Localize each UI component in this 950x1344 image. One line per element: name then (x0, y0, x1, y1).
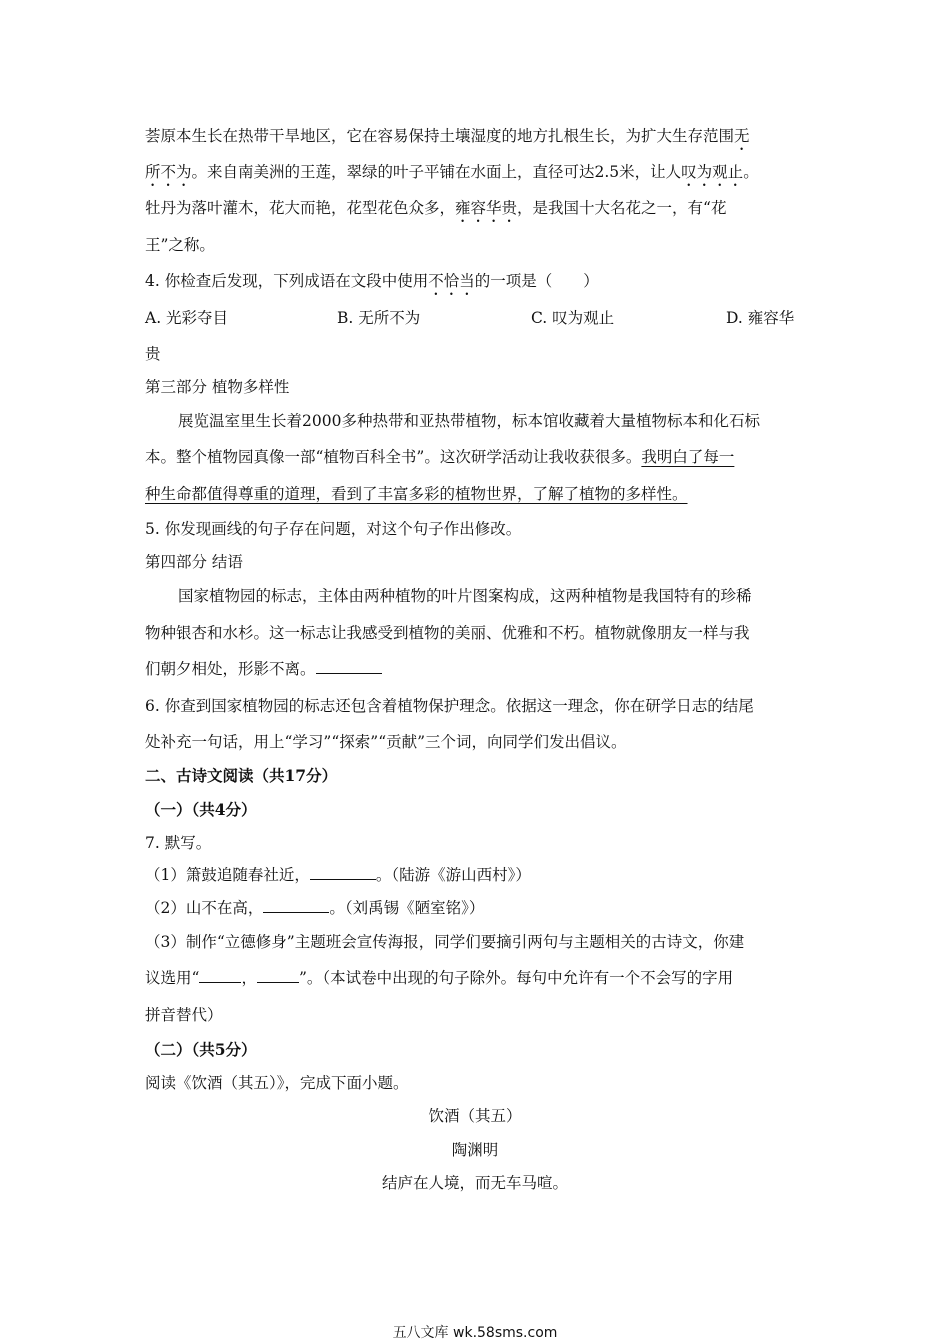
underlined-sentence: 种生命都值得尊重的道理，看到了丰富多彩的植物世界，了解了植物的多样性。 (145, 485, 688, 503)
option-a: A. 光彩夺目 (145, 309, 229, 327)
text: 们朝夕相处，形影不离。 (145, 660, 316, 678)
paragraph-line (145, 198, 726, 226)
text: （1）箫鼓追随春社近， (145, 866, 310, 884)
emphasized-text: 无 (734, 127, 750, 145)
emphasized-text: 叹为观止 (681, 163, 744, 181)
text: 。 (743, 163, 759, 181)
underlined-sentence: 我明白了每一 (641, 448, 735, 466)
question-7-3: （3）制作“立德修身”主题班会宣传海报，同学们要摘引两句与主题相关的古诗文，你建 (145, 933, 745, 951)
question-5: 5. 你发现画线的句子存在问题，对这个句子作出修改。 (145, 520, 522, 538)
answer-blank (257, 968, 299, 983)
text: 。（刘禹锡《陋室铭》） (329, 899, 485, 917)
paragraph-line: 物种银杏和水杉。这一标志让我感受到植物的美丽、优雅和不朽。植物就像朋友一样与我 (145, 624, 750, 642)
text: 荟原本生长在热带干旱地区，它在容易保持土壤湿度的地方扎根生长，为扩大生存范围 (145, 127, 735, 145)
footer-watermark: 五八文库 wk.58sms.com (392, 1325, 558, 1341)
question-7: 7. 默写。 (145, 834, 212, 852)
paragraph-line (145, 126, 750, 154)
text: 。来自南美洲的王莲，翠绿的叶子平铺在水面上，直径可达2.5米，让人 (191, 163, 682, 181)
option-b: B. 无所不为 (337, 309, 421, 327)
subsection-heading: （一）（共4分） (145, 800, 257, 819)
option-d-continued: 贵 (145, 345, 161, 363)
poem-author: 陶渊明 (451, 1141, 499, 1159)
emphasized-text: 雍容华贵 (455, 199, 518, 217)
paragraph-line (145, 162, 759, 190)
question-7-3-line3: 拼音替代） (145, 1006, 223, 1024)
paragraph-line (145, 447, 734, 467)
answer-blank (199, 968, 241, 983)
paragraph-line: 展览温室里生长着2000多种热带和亚热带植物，标本馆收藏着大量植物标本和化石标 (178, 412, 760, 430)
paragraph-line (145, 484, 688, 504)
answer-blank (310, 865, 376, 880)
section-title: 第三部分 植物多样性 (145, 378, 290, 396)
text: 的一项是（ ） (474, 272, 599, 290)
question-6-line2: 处补充一句话，用上“学习”“探索”“贡献”三个词，向同学们发出倡议。 (145, 733, 627, 751)
text: ，是我国十大名花之一，有“花 (517, 199, 727, 217)
text: 4. 你检查后发现，下列成语在文段中使用 (145, 272, 429, 290)
paragraph-line (145, 659, 382, 679)
emphasized-text: 所不为 (145, 163, 192, 181)
text: 。（陆游《游山西村》） (375, 866, 531, 884)
paragraph-line: 国家植物园的标志，主体由两种植物的叶片图案构成，这两种植物是我国特有的珍稀 (178, 587, 752, 605)
question-7-3-line2 (145, 968, 733, 988)
section-heading: 二、古诗文阅读（共17分） (145, 766, 338, 785)
option-c: C. 叹为观止 (531, 309, 615, 327)
question-7-2 (145, 898, 484, 918)
option-d: D. 雍容华 (726, 309, 795, 327)
text: 议选用“ (145, 969, 200, 987)
emphasized-text: 不恰当 (428, 272, 475, 290)
poem-title: 饮酒（其五） (428, 1107, 522, 1125)
paragraph-line: 王”之称。 (145, 236, 215, 254)
answer-blank (316, 659, 382, 674)
question-6: 6. 你查到国家植物园的标志还包含着植物保护理念。依据这一理念，你在研学日志的结尾 (145, 697, 754, 715)
text: ， (241, 969, 257, 987)
subsection-heading: （二）（共5分） (145, 1040, 257, 1059)
answer-blank (263, 898, 329, 913)
text: 本。整个植物园真像一部“植物百科全书”。这次研学活动让我收获很多。 (145, 448, 642, 466)
section-title: 第四部分 结语 (145, 553, 243, 571)
text: （2）山不在高， (145, 899, 264, 917)
reading-instruction: 阅读《饮酒（其五）》，完成下面小题。 (145, 1074, 409, 1092)
text: ”。（本试卷中出现的句子除外。每句中允许有一个不会写的字用 (298, 969, 734, 987)
question-4 (145, 271, 599, 299)
poem-line: 结庐在人境，而无车马喧。 (381, 1174, 568, 1192)
text: 牡丹为落叶灌木，花大而艳，花型花色众多， (145, 199, 456, 217)
question-7-1 (145, 865, 531, 885)
